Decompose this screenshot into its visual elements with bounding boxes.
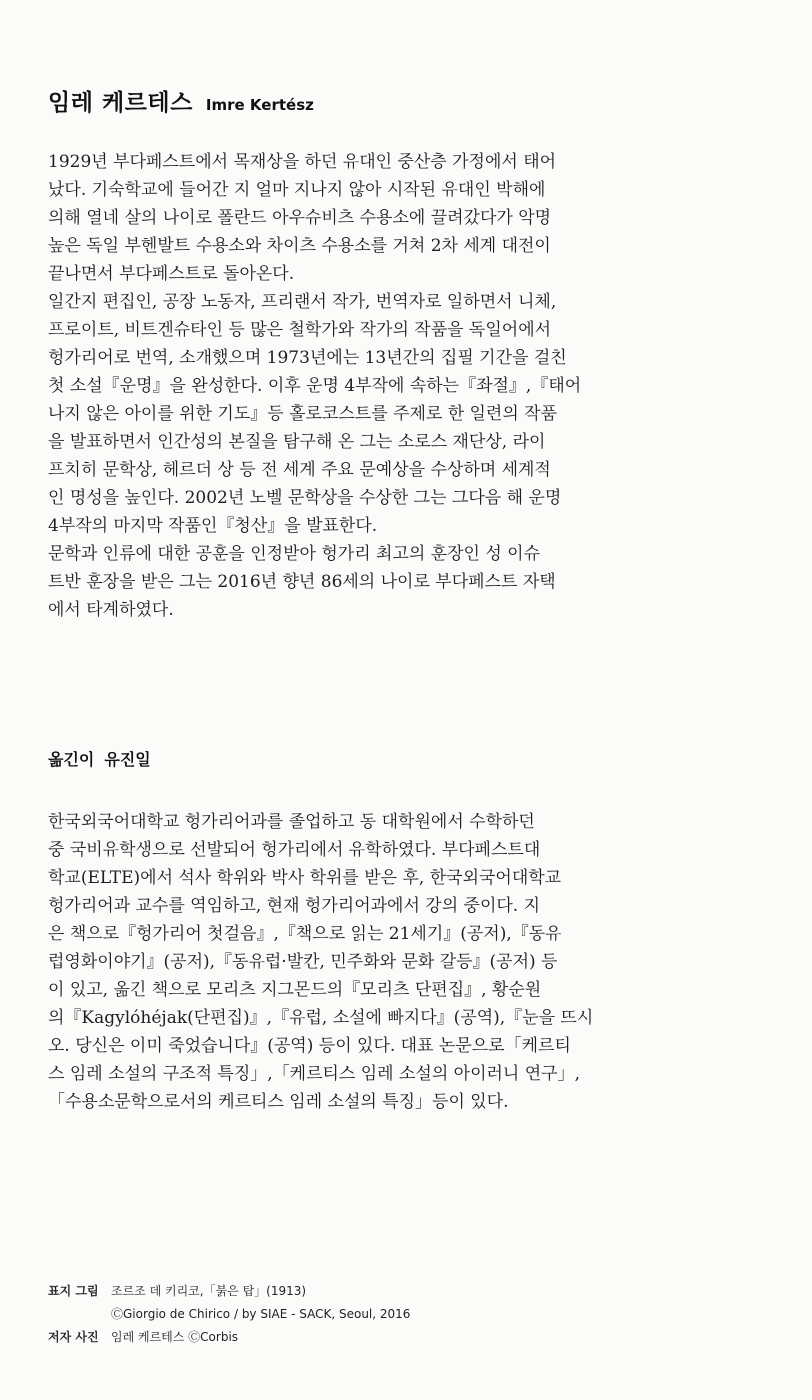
author-name-english: Imre Kertész <box>205 96 314 114</box>
author-bio-line: 을 발표하면서 인간성의 본질을 탐구해 온 그는 소로스 재단상, 라이 <box>48 432 546 452</box>
author-bio-line: 1929년 부다페스트에서 목재상을 하던 유대인 중산층 가정에서 태어 <box>48 152 557 172</box>
translator-bio-line: 의『Kagylóhéjak(단편집)』,『유럽, 소설에 빠지다』(공역),『눈을 뜨시 <box>48 1008 594 1028</box>
translator-bio-line: 헝가리어과 교수를 역임하고, 현재 헝가리어과에서 강의 중이다. 지 <box>48 896 541 916</box>
author-bio-line: 인 명성을 높인다. 2002년 노벨 문학상을 수상한 그는 그다음 해 운명 <box>48 488 562 508</box>
author-bio-line: 일간지 편집인, 공장 노동자, 프리랜서 작가, 번역자로 일하면서 니체, <box>48 292 557 312</box>
translator-bio <box>48 808 768 1116</box>
author-bio-line: 문학과 인류에 대한 공훈을 인정받아 헝가리 최고의 훈장인 성 이슈 <box>48 544 541 564</box>
author-bio-line: 헝가리어로 번역, 소개했으며 1973년에는 13년간의 집필 기간을 걸친 <box>48 348 567 368</box>
cover-credit-text: 조르조 데 키리코,「붉은 탑」(1913) <box>111 1284 307 1298</box>
translator-bio-line: 은 책으로『헝가리어 첫걸음』,『책으로 읽는 21세기』(공저),『동유 <box>48 924 562 944</box>
author-bio-line: 끝나면서 부다페스트로 돌아온다. <box>48 264 295 284</box>
translator-bio-line: 「수용소문학으로서의 케르티스 임레 소설의 특징」등이 있다. <box>48 1092 509 1112</box>
cover-credit <box>48 1280 410 1303</box>
author-bio-line: 에서 타계하였다. <box>48 600 174 620</box>
translator-bio-line: 스 임레 소설의 구조적 특징」,「케르티스 임레 소설의 아이러니 연구」, <box>48 1064 581 1084</box>
image-credits <box>48 1280 410 1349</box>
author-bio-line: 트반 훈장을 받은 그는 2016년 향년 86세의 나이로 부다페스트 자택 <box>48 572 556 592</box>
photo-credit-label: 저자 사진 <box>48 1330 99 1344</box>
translator-bio-line: 오. 당신은 이미 죽었습니다』(공역) 등이 있다. 대표 논문으로「케르티 <box>48 1036 571 1056</box>
cover-credit-label: 표지 그림 <box>48 1284 99 1298</box>
author-bio-line: 프치히 문학상, 헤르더 상 등 전 세계 주요 문예상을 수상하며 세계적 <box>48 460 551 480</box>
author-bio-line: 4부작의 마지막 작품인『청산』을 발표한다. <box>48 516 378 536</box>
translator-bio-line: 학교(ELTE)에서 석사 학위와 박사 학위를 받은 후, 한국외국어대학교 <box>48 868 562 888</box>
translator-bio-line: 중 국비유학생으로 선발되어 헝가리에서 유학하였다. 부다페스트대 <box>48 840 541 860</box>
cover-copyright-text: ⒸGiorgio de Chirico / by SIAE - SACK, Seoul, 2016 <box>111 1307 411 1321</box>
author-name-korean: 임레 케르테스 <box>48 90 193 116</box>
author-title <box>48 84 314 117</box>
author-bio-line: 높은 독일 부헨발트 수용소와 차이츠 수용소를 거쳐 2차 세계 대전이 <box>48 236 551 256</box>
author-bio-line: 첫 소설『운명』을 완성한다. 이후 운명 4부작에 속하는『좌절』,『태어 <box>48 376 582 396</box>
author-bio <box>48 148 768 624</box>
author-bio-line: 났다. 기숙학교에 들어간 지 얼마 지나지 않아 시작된 유대인 박해에 <box>48 180 546 200</box>
translator-bio-line: 이 있고, 옮긴 책으로 모리츠 지그몬드의『모리츠 단편집』, 황순원 <box>48 980 542 1000</box>
author-bio-line: 의해 열네 살의 나이로 폴란드 아우슈비츠 수용소에 끌려갔다가 악명 <box>48 208 552 228</box>
translator-bio-line: 한국외국어대학교 헝가리어과를 졸업하고 동 대학원에서 수학하던 <box>48 812 535 832</box>
photo-credit <box>48 1326 410 1349</box>
author-bio-line: 나지 않은 아이를 위한 기도』등 홀로코스트를 주제로 한 일련의 작품 <box>48 404 558 424</box>
translator-bio-line: 럽영화이야기』(공저),『동유럽·발칸, 민주화와 문화 갈등』(공저) 등 <box>48 952 558 972</box>
photo-credit-text: 임레 케르테스 ⒸCorbis <box>111 1330 239 1344</box>
translator-heading <box>48 747 161 770</box>
cover-copyright <box>48 1303 410 1326</box>
author-bio-line: 프로이트, 비트겐슈타인 등 많은 철학가와 작가의 작품을 독일어에서 <box>48 320 552 340</box>
translator-label: 옮긴이 <box>48 750 95 769</box>
translator-name: 유진일 <box>104 750 151 769</box>
